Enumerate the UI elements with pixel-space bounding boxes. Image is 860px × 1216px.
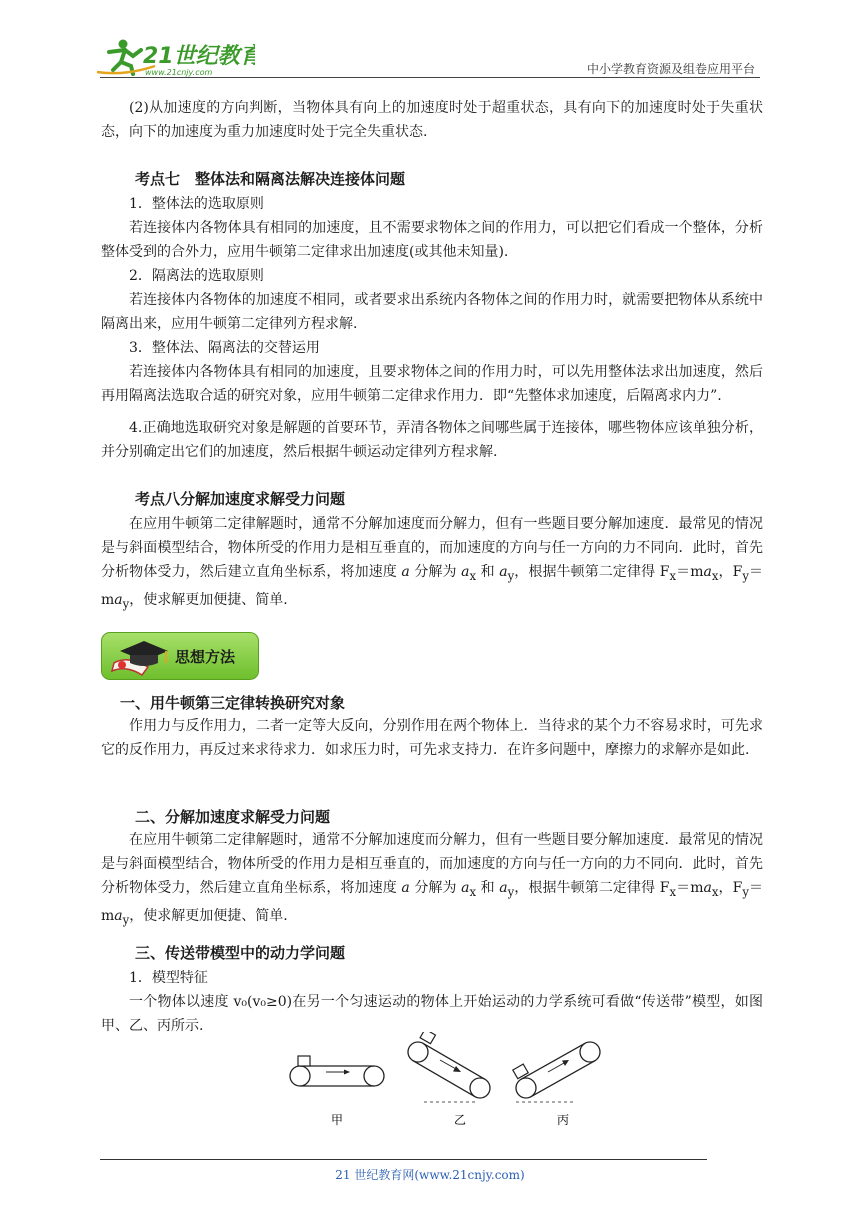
badge-label: 思想方法 xyxy=(175,648,236,666)
kp7-text-4: 4.正确地选取研究对象是解题的首要环节，弄清各物体之间哪些属于连接体，哪些物体应该单独分析，并分别确定出它们的加速度，然后根据牛顿运动定律列方程求解. xyxy=(101,420,763,460)
site-logo[interactable] xyxy=(95,36,255,78)
method-3-subtitle-1: 1．模型特征 xyxy=(129,970,208,986)
svg-text:www.21cnjy.com: www.21cnjy.com xyxy=(145,68,213,77)
method-text-3: 一个物体以速度 v₀(v₀≥0)在另一个匀速运动的物体上开始运动的力学系统可看做“传送带”模型，如图甲、乙、丙所示. xyxy=(101,994,763,1034)
graduation-cap-icon xyxy=(108,633,172,679)
conveyor-belt-figure xyxy=(280,1032,610,1132)
figure-label-yi: 乙 xyxy=(453,1113,467,1127)
kp7-subtitle-1: 1．整体法的选取原则 xyxy=(129,196,264,212)
runner-logo-icon xyxy=(95,36,255,78)
method-title-1: 一、用牛顿第三定律转换研究对象 xyxy=(120,694,346,712)
belt-yi xyxy=(408,1032,490,1102)
svg-text:21世纪教育: 21世纪教育 xyxy=(143,44,255,69)
figure-label-bing: 丙 xyxy=(556,1113,570,1127)
header-divider xyxy=(100,77,760,78)
platform-name: 中小学教育资源及组卷应用平台 xyxy=(586,62,755,76)
footer-divider xyxy=(100,1159,707,1160)
section-title-kp7: 考点七 整体法和隔离法解决连接体问题 xyxy=(135,170,406,188)
kp8-text: 在应用牛顿第二定律解题时，通常不分解加速度而分解力，但有一些题目要分解加速度．最常见的情况是与斜面模型结合，物体所受的作用力是相互垂直的，而加速度的方向与任一方向的力不同向．此时，首先分析物体受力，然后建立直角坐标系，将加速度 a 分解为 $a_x$ 和 $a_y$，根据牛顿第二定律得 $F_x=ma_x$，$F_y=ma_y$，使求解更加便捷、简单. xyxy=(101,516,764,611)
method-badge xyxy=(101,632,259,680)
method-text-2: 在应用牛顿第二定律解题时，通常不分解加速度而分解力，但有一些题目要分解加速度．最常见的情况是与斜面模型结合，物体所受的作用力是相互垂直的，而加速度的方向与任一方向的力不同向．此时，首先分析物体受力，然后建立直角坐标系，将加速度 a 分解为 $a_x$ 和 $a_y$，根据牛顿第二定律得 $F_x=ma_x$，$F_y=ma_y$，使求解更加便捷、简单. xyxy=(101,832,764,927)
footer-link[interactable]: 21 世纪教育网(www.21cnjy.com) xyxy=(335,1168,525,1182)
kp7-text-1: 若连接体内各物体具有相同的加速度，且不需要求物体之间的作用力，可以把它们看成一个整体，分析整体受到的合外力，应用牛顿第二定律求出加速度(或其他未知量). xyxy=(101,220,763,260)
method-title-2: 二、分解加速度求解受力问题 xyxy=(135,808,331,826)
belt-jia xyxy=(290,1056,384,1086)
intro-paragraph: (2)从加速度的方向判断，当物体具有向上的加速度时处于超重状态，具有向下的加速度时处于失重状态，向下的加速度为重力加速度时处于完全失重状态. xyxy=(101,100,763,140)
method-text-1: 作用力与反作用力，二者一定等大反向，分别作用在两个物体上．当待求的某个力不容易求时，可先求它的反作用力，再反过来求待求力．如求压力时，可先求支持力．在许多问题中，摩擦力的求解亦是如此. xyxy=(101,718,763,758)
figure-label-jia: 甲 xyxy=(330,1113,344,1127)
belt-bing xyxy=(513,1042,600,1102)
kp7-text-2: 若连接体内各物体的加速度不相同，或者要求出系统内各物体之间的作用力时，就需要把物体从系统中隔离出来，应用牛顿第二定律列方程求解. xyxy=(101,292,763,332)
section-title-kp8: 考点八分解加速度求解受力问题 xyxy=(135,490,346,508)
kp7-subtitle-2: 2．隔离法的选取原则 xyxy=(129,268,264,284)
method-title-3: 三、传送带模型中的动力学问题 xyxy=(135,944,346,962)
kp7-text-3: 若连接体内各物体具有相同的加速度，且要求物体之间的作用力时，可以先用整体法求出加速度，然后再用隔离法选取合适的研究对象，应用牛顿第二定律求作用力．即“先整体求加速度，后隔离求内力”. xyxy=(101,364,763,404)
kp7-subtitle-3: 3．整体法、隔离法的交替运用 xyxy=(129,340,320,356)
